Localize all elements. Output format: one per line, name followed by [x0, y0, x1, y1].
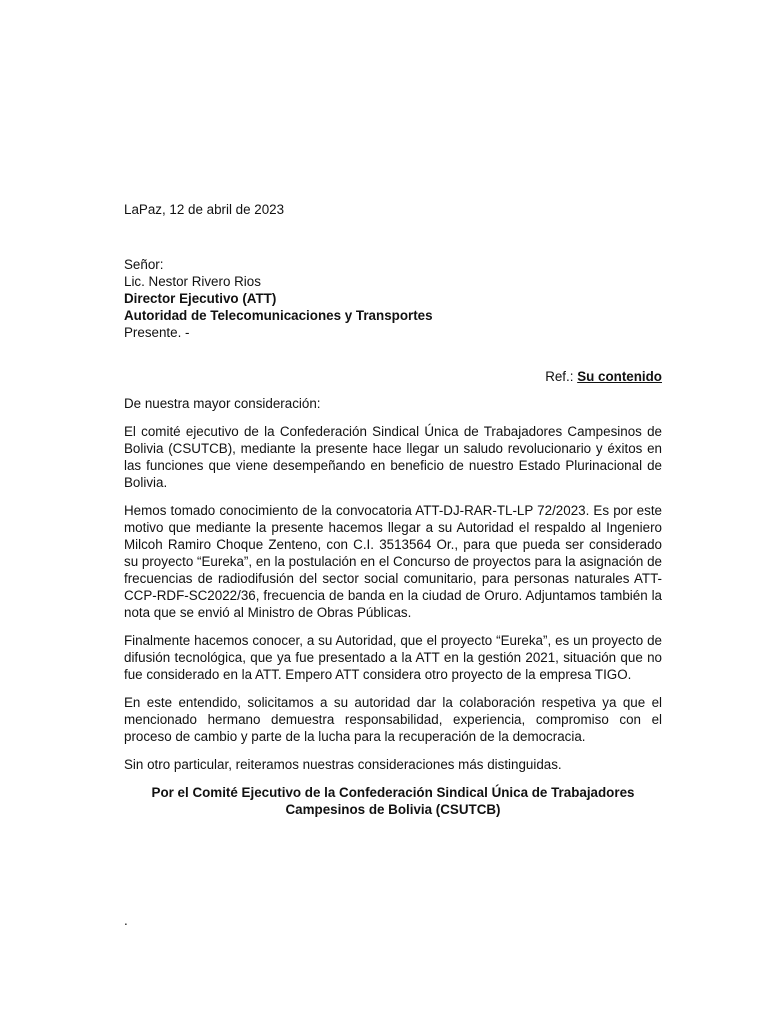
footer-mark: .	[124, 913, 128, 928]
recipient-name: Lic. Nestor Rivero Rios	[124, 274, 261, 289]
letter-body	[124, 395, 662, 818]
letter-page	[124, 0, 662, 1024]
closing-line: Sin otro particular, reiteramos nuestras consideraciones más distinguidas.	[124, 757, 562, 772]
paragraph-convocatoria: Hemos tomado conocimiento de la convocatoria ATT-DJ-RAR-TL-LP 72/2023. Es por este motivo que mediante la presente hacemos llegar a su Autoridad el respaldo al Ingeniero Milcoh Ramiro Choque Zenteno, con C.I. 3513564 Or., para que pueda ser considerado su proyecto “Eureka”, en la postulación en el Concurso de proyectos para la asignación de frecuencias de radiodifusión del sector social comunitario, para personas naturales ATT-CCP-RDF-SC2022/36, frecuencia de banda en la ciudad de Oruro. Adjuntamos también la nota que se envió al Ministro de Obras Públicas.	[124, 503, 662, 620]
recipient-title: Director Ejecutivo (ATT)	[124, 291, 277, 306]
recipient-organization: Autoridad de Telecomunicaciones y Transportes	[124, 308, 433, 323]
reference-line	[545, 368, 662, 385]
reference-label: Ref.:	[545, 369, 578, 384]
recipient-block	[124, 256, 433, 341]
reference-value: Su contenido	[577, 369, 662, 384]
greeting: De nuestra mayor consideración:	[124, 396, 321, 411]
paragraph-finalmente: Finalmente hacemos conocer, a su Autoridad, que el proyecto “Eureka”, es un proyecto de difusión tecnológica, que ya fue presentado a la ATT en la gestión 2021, situación que no fue considerado en la ATT. Empero ATT considera otro proyecto de la empresa TIGO.	[124, 633, 662, 682]
letter-date: LaPaz, 12 de abril de 2023	[124, 202, 285, 217]
paragraph-solicitud: En este entendido, solicitamos a su autoridad dar la colaboración respetiva ya que el mencionado hermano demuestra responsabilidad, experiencia, compromiso con el proceso de cambio y parte de la lucha para la recuperación de la democracia.	[124, 695, 662, 744]
paragraph-intro: El comité ejecutivo de la Confederación Sindical Única de Trabajadores Campesinos de Bolivia (CSUTCB), mediante la presente hace llegar un saludo revolucionario y éxitos en las funciones que viene desempeñando en beneficio de nuestro Estado Plurinacional de Bolivia.	[124, 424, 662, 490]
recipient-presente: Presente. -	[124, 325, 190, 340]
signature-block: Por el Comité Ejecutivo de la Confederación Sindical Única de Trabajadores Campesinos de Bolivia (CSUTCB)	[151, 785, 635, 817]
recipient-salutation: Señor:	[124, 257, 164, 272]
